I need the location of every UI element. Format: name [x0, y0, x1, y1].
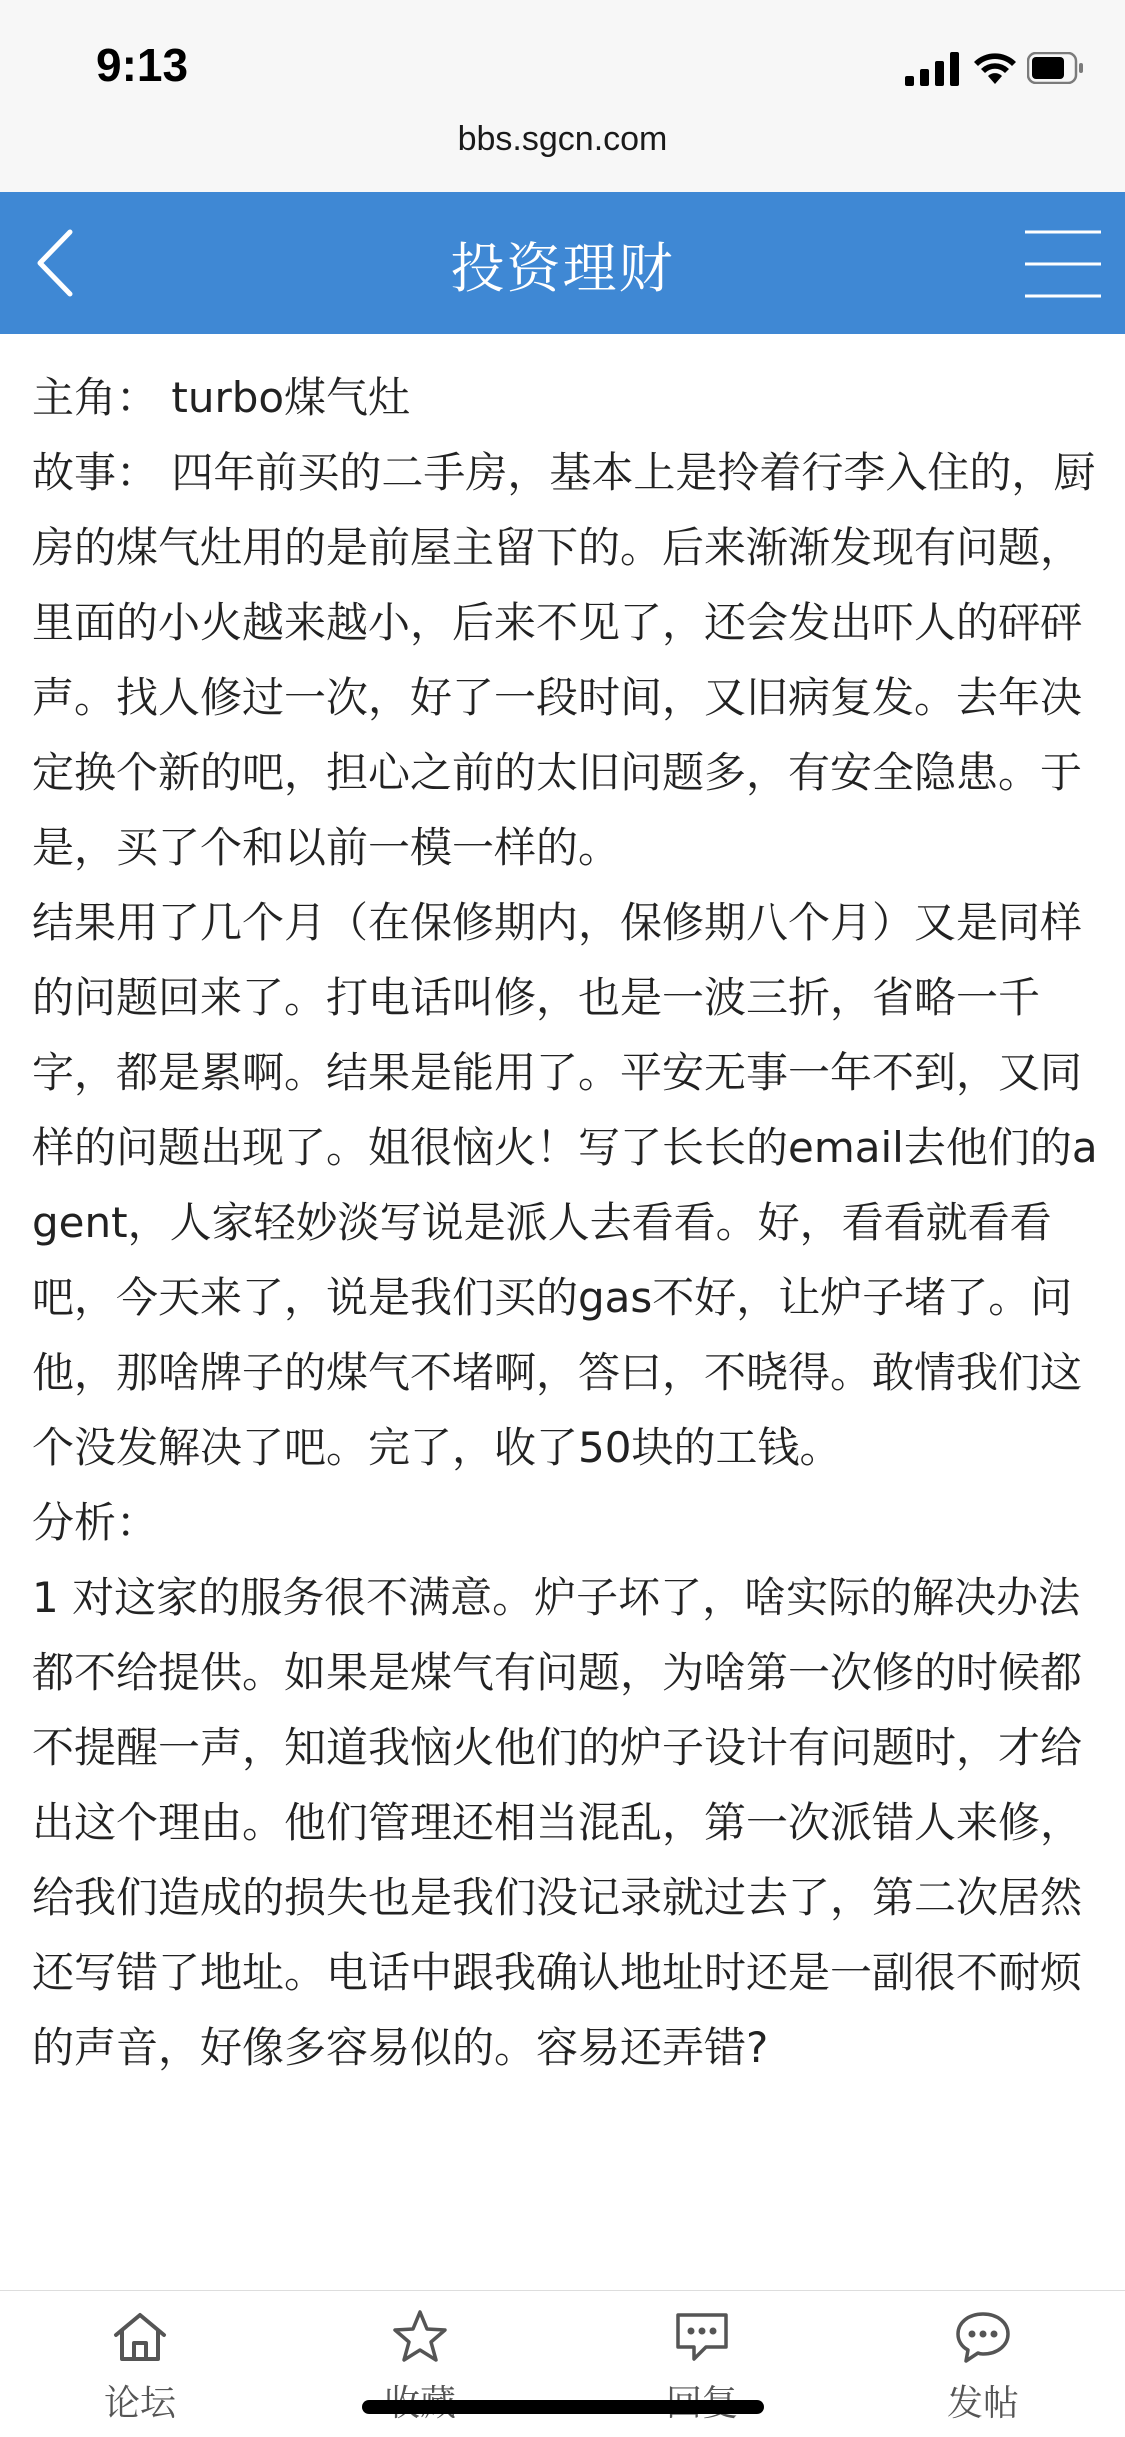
- post-paragraph-analysis-1: 1 对这家的服务很不满意。炉子坏了，啥实际的解决办法都不给提供。如果是煤气有问题，为啥第一次修的时候都不提醒一声，知道我恼火他们的炉子设计有问题时，才给出这个理由。他们管理还相当混乱，第一次派错人来修，给我们造成的损失也是我们没记录就过去了，第二次居然还写错了地址。电话中跟我确认地址时还是一副很不耐烦的声音，好像多容易似的。容易还弄错?: [32, 1573, 1083, 2072]
- reply-bubble-icon: [672, 2309, 732, 2365]
- tab-forum[interactable]: [50, 2291, 230, 2437]
- chevron-left-icon: [20, 218, 110, 308]
- tab-forum-label: 论坛: [103, 2383, 176, 2424]
- status-time: 9:13: [96, 39, 189, 91]
- address-bar[interactable]: [0, 120, 1125, 192]
- post-paragraph-protagonist: 主角： turbo煤气灶: [32, 373, 411, 422]
- forum-header: [0, 192, 1125, 334]
- status-icons: [835, 48, 1085, 88]
- menu-button[interactable]: [1023, 226, 1103, 302]
- home-indicator[interactable]: [362, 2400, 764, 2414]
- star-icon: [390, 2309, 450, 2365]
- cellular-signal-icon: [905, 52, 961, 86]
- tab-post-label: 发帖: [946, 2383, 1019, 2424]
- tab-post[interactable]: [893, 2291, 1073, 2437]
- url-text[interactable]: bbs.sgcn.com: [457, 120, 668, 158]
- tab-favorites[interactable]: [330, 2291, 510, 2437]
- battery-icon: [1027, 52, 1085, 84]
- post-content: [32, 360, 1102, 2285]
- home-icon: [110, 2309, 170, 2365]
- post-bubble-icon: [953, 2309, 1013, 2365]
- page-title: 投资理财: [450, 237, 675, 300]
- post-paragraph-story: 故事： 四年前买的二手房，基本上是拎着行李入住的，厨房的煤气灶用的是前屋主留下的。后来渐渐发现有问题，里面的小火越来越小，后来不见了，还会发出吓人的砰砰声。找人修过一次，好了一段时间，又旧病复发。去年决定换个新的吧，担心之前的太旧问题多，有安全隐患。于是，买了个和以前一模一样的。: [32, 448, 1096, 872]
- tab-reply[interactable]: [612, 2291, 792, 2437]
- post-paragraph-result: 结果用了几个月（在保修期内，保修期八个月）又是同样的问题回来了。打电话叫修，也是一波三折，省略一千字，都是累啊。结果是能用了。平安无事一年不到，又同样的问题出现了。姐很恼火！写了长长的email去他们的agent，人家轻妙淡写说是派人去看看。好，看看就看看吧，今天来了，说是我们买的gas不好，让炉子堵了。问他，那啥牌子的煤气不堵啊，答曰，不晓得。敢情我们这个没发解决了吧。完了，收了50块的工钱。: [32, 898, 1098, 1472]
- wifi-icon: [973, 50, 1017, 84]
- status-bar: [0, 0, 1125, 120]
- post-paragraph-analysis-heading: 分析：: [32, 1498, 159, 1547]
- hamburger-menu-icon: [1023, 226, 1103, 302]
- back-button[interactable]: [20, 218, 110, 308]
- bottom-tab-bar: [0, 2290, 1125, 2437]
